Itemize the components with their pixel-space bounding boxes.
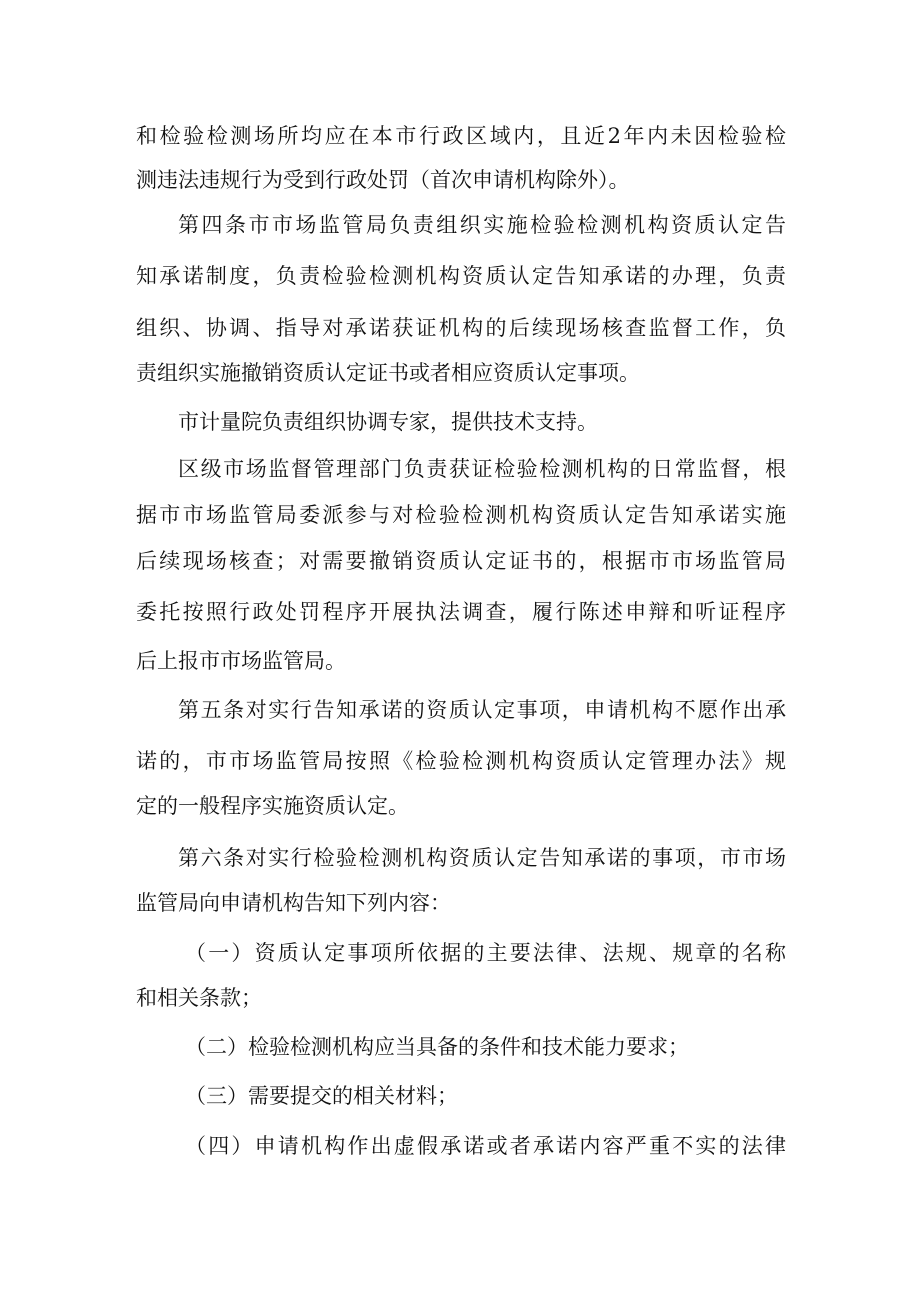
text-line: 据市市场监管局委派参与对检验检测机构资质认定告知承诺实施 — [136, 503, 786, 527]
text-line: 和相关条款； — [136, 986, 262, 1010]
text-line: （一）资质认定事项所依据的主要法律、法规、规章的名称 — [185, 941, 786, 965]
text-line: 定的一般程序实施资质认定。 — [136, 794, 409, 818]
text-line: （四）申请机构作出虚假承诺或者承诺内容严重不实的法律 — [185, 1134, 786, 1158]
text-line: 组织、协调、指导对承诺获证机构的后续现场核查监督工作，负 — [136, 316, 786, 340]
text-line: 委托按照行政处罚程序开展执法调查，履行陈述申辩和听证程序 — [136, 600, 786, 624]
text-line: （三）需要提交的相关材料； — [185, 1084, 458, 1108]
text-line: 第五条对实行告知承诺的资质认定事项，申请机构不愿作出承 — [178, 698, 786, 722]
text-line: 诺的，市市场监管局按照《检验检测机构资质认定管理办法》规 — [136, 749, 786, 773]
text-line: 第六条对实行检验检测机构资质认定告知承诺的事项，市市场 — [178, 846, 786, 870]
text-line: 市计量院负责组织协调专家，提供技术支持。 — [178, 410, 598, 434]
text-line: 后上报市市场监管局。 — [136, 649, 346, 673]
text-line: 知承诺制度，负责检验检测机构资质认定告知承诺的办理，负责 — [136, 264, 786, 288]
text-line: 监管局向申请机构告知下列内容： — [136, 891, 451, 915]
text-line: 和检验检测场所均应在本市行政区域内，且近2年内未因检验检 — [136, 124, 786, 148]
text-line: 区级市场监督管理部门负责获证检验检测机构的日常监督，根 — [178, 457, 786, 481]
text-line: （二）检验检测机构应当具备的条件和技术能力要求； — [185, 1035, 689, 1059]
text-line: 责组织实施撤销资质认定证书或者相应资质认定事项。 — [136, 361, 640, 385]
text-line: 测违法违规行为受到行政处罚（首次申请机构除外）。 — [136, 168, 630, 192]
text-line: 后续现场核查；对需要撤销资质认定证书的，根据市市场监管局 — [136, 549, 786, 573]
text-line: 第四条市市场监管局负责组织实施检验检测机构资质认定告 — [178, 213, 786, 237]
